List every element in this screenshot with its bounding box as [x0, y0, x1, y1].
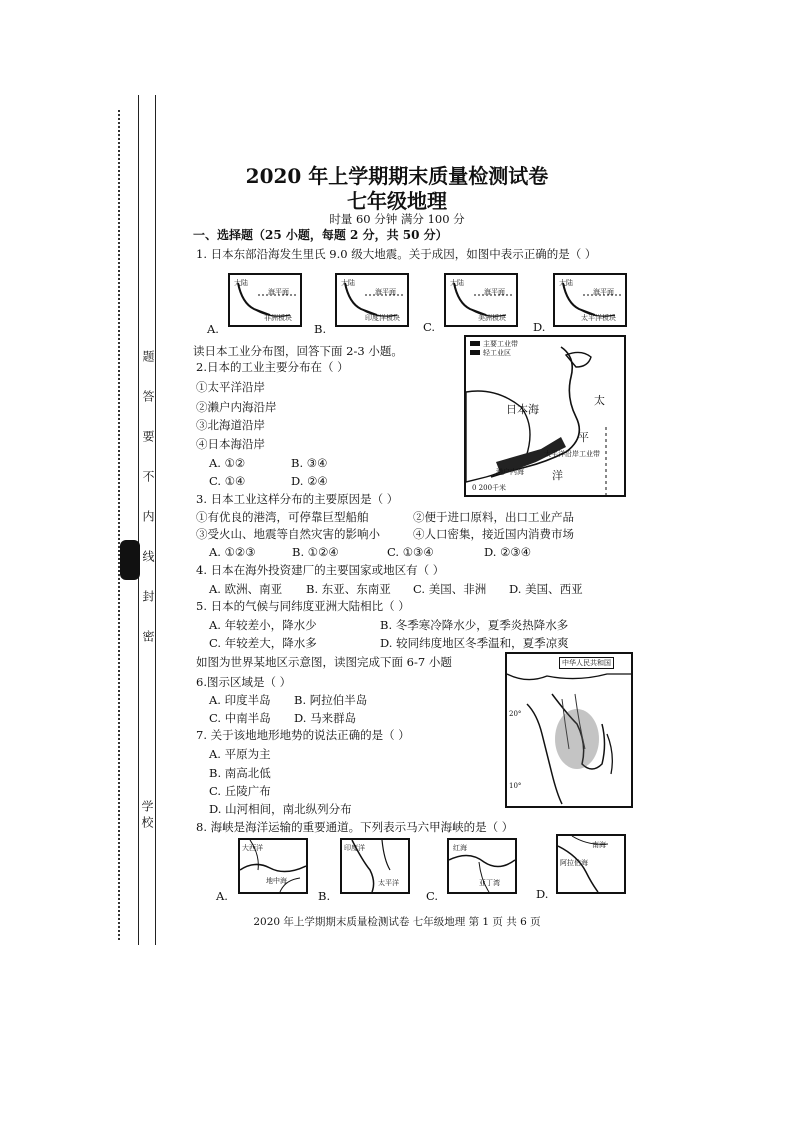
q2-option-b[interactable]: B. ③④: [291, 456, 328, 470]
region-intro: 如图为世界某地区示意图，读图完成下面 6-7 小题: [196, 655, 452, 669]
q3-item-4: ④人口密集，接近国内消费市场: [413, 527, 574, 541]
legend-main-belt: 主要工业带: [483, 340, 518, 348]
q3-option-b[interactable]: B. ①②④: [292, 545, 339, 559]
q3-option-a[interactable]: A. ①②③: [209, 545, 256, 559]
q5-option-b[interactable]: B. 冬季寒冷降水少，夏季炎热降水多: [380, 618, 569, 632]
q1a-plate: 非洲板块: [264, 314, 292, 322]
q1c-land: 大陆: [450, 279, 464, 287]
q8-map-c: [447, 838, 517, 894]
indochina-map-icon: [507, 654, 631, 806]
q8-map-d: [556, 834, 626, 894]
binding-mark: [120, 540, 140, 580]
page-footer: 2020 年上学期期末质量检测试卷 七年级地理 第 1 页 共 6 页: [253, 916, 541, 928]
q3-stem: 3. 日本工业这样分布的主要原因是（ ）: [196, 492, 399, 506]
japan-map: [464, 335, 626, 497]
q8c-label-2: 亚丁湾: [479, 879, 500, 887]
q2-item-2: ②濑户内海沿岸: [196, 400, 277, 414]
lat-10-label: 10°: [509, 782, 522, 790]
q6-stem: 6.图示区域是（ ）: [196, 675, 292, 689]
q8-option-a[interactable]: A.: [216, 889, 228, 903]
q7-option-a[interactable]: A. 平原为主: [209, 747, 271, 761]
q6-option-b[interactable]: B. 阿拉伯半岛: [294, 693, 368, 707]
q6-option-a[interactable]: A. 印度半岛: [209, 693, 271, 707]
q3-option-c[interactable]: C. ①③④: [387, 545, 434, 559]
q3-item-1: ①有优良的港湾，可停靠巨型船舶: [196, 510, 369, 524]
q8-option-b[interactable]: B.: [318, 889, 331, 903]
pacific-label-3: 洋: [552, 469, 563, 482]
q1d-plate: 太平洋板块: [581, 314, 616, 322]
region-map: [505, 652, 633, 808]
q8c-label-1: 红海: [453, 844, 467, 852]
q1-option-b[interactable]: B.: [314, 322, 327, 336]
q2-item-1: ①太平洋沿岸: [196, 380, 265, 394]
q1-map-c: [444, 273, 518, 327]
q5-stem: 5. 日本的气候与同纬度亚洲大陆相比（ ）: [196, 599, 410, 613]
q3-option-d[interactable]: D. ②③④: [484, 545, 532, 559]
school-label: 学校: [140, 800, 154, 832]
q1-option-d[interactable]: D.: [533, 320, 546, 334]
q7-stem: 7. 关于该地地形地势的说法正确的是（ ）: [196, 728, 410, 742]
q1d-sea: 海平面: [593, 288, 614, 296]
q1b-sea: 海平面: [375, 288, 396, 296]
q8-map-a: [238, 838, 308, 894]
q2-item-3: ③北海道沿岸: [196, 418, 265, 432]
japan-map-icon: [466, 337, 624, 495]
q6-option-d[interactable]: D. 马来群岛: [294, 711, 357, 725]
exam-title: 2020 年上学期期末质量检测试卷: [245, 164, 549, 188]
seal-line-text: 题答要不内线封密: [141, 350, 155, 670]
q2-item-4: ④日本海沿岸: [196, 437, 265, 451]
q2-option-a[interactable]: A. ①②: [209, 456, 246, 470]
q8b-label-2: 太平洋: [378, 879, 399, 887]
q5-option-c[interactable]: C. 年较差大，降水多: [209, 636, 317, 650]
q7-option-d[interactable]: D. 山河相间，南北纵列分布: [209, 802, 352, 816]
lat-20-label: 20°: [509, 710, 522, 718]
q7-option-b[interactable]: B. 南高北低: [209, 766, 271, 780]
section-heading: 一、选择题（25 小题，每题 2 分，共 50 分）: [193, 228, 448, 242]
q1c-plate: 美洲板块: [478, 314, 506, 322]
q5-option-d[interactable]: D. 较同纬度地区冬季温和，夏季凉爽: [380, 636, 569, 650]
legend-light-industry: 轻工业区: [483, 349, 511, 357]
scale-bar: 0 200千米: [472, 484, 507, 492]
q2-option-d[interactable]: D. ②④: [291, 474, 328, 488]
q2-stem: 2.日本的工业主要分布在（ ）: [196, 360, 349, 374]
q4-option-c[interactable]: C. 美国、非洲: [413, 582, 487, 596]
q1-option-c[interactable]: C.: [423, 320, 436, 334]
q3-item-2: ②便于进口原料，出口工业产品: [413, 510, 574, 524]
q1a-sea: 海平面: [268, 288, 289, 296]
china-label: 中华人民共和国: [559, 657, 614, 669]
q8d-label-2: 南海: [592, 841, 606, 849]
q1c-sea: 海平面: [484, 288, 505, 296]
legend-swatch-2: [470, 350, 480, 355]
q1d-land: 大陆: [559, 279, 573, 287]
q4-option-b[interactable]: B. 东亚、东南亚: [306, 582, 391, 596]
q1-option-a[interactable]: A.: [207, 322, 219, 336]
q8-stem: 8. 海峡是海洋运输的重要通道。下列表示马六甲海峡的是（ ）: [196, 820, 514, 834]
q1-stem: 1. 日本东部沿海发生里氏 9.0 级大地震。关于成因，如图中表示正确的是（ ）: [196, 247, 597, 261]
q6-option-c[interactable]: C. 中南半岛: [209, 711, 271, 725]
pacific-belt-label: 太平洋沿岸工业带: [544, 450, 600, 458]
q2-option-c[interactable]: C. ①④: [209, 474, 246, 488]
q8-option-c[interactable]: C.: [426, 889, 439, 903]
margin-dotted-line: [118, 110, 120, 940]
q7-option-c[interactable]: C. 丘陵广布: [209, 784, 271, 798]
q4-option-a[interactable]: A. 欧洲、南亚: [209, 582, 283, 596]
pacific-label-1: 太: [594, 394, 605, 407]
japan-intro: 读日本工业分布图，回答下面 2-3 小题。: [193, 344, 403, 358]
q1-map-b: [335, 273, 409, 327]
sea-of-japan-label: 日本海: [506, 403, 539, 416]
q4-option-d[interactable]: D. 美国、西亚: [509, 582, 583, 596]
q8a-label-2: 地中海: [266, 877, 287, 885]
q1-map-d: [553, 273, 627, 327]
q8d-label-1: 阿拉伯海: [560, 859, 588, 867]
q1b-land: 大陆: [341, 279, 355, 287]
q3-item-3: ③受火山、地震等自然灾害的影响小: [196, 527, 380, 541]
exam-meta: 时量 60 分钟 满分 100 分: [329, 212, 465, 226]
q5-option-a[interactable]: A. 年较差小，降水少: [209, 618, 317, 632]
q8b-label-1: 印度洋: [344, 844, 365, 852]
legend-swatch-1: [470, 341, 480, 346]
q8-map-b: [340, 838, 410, 894]
q1b-plate: 印度洋板块: [365, 314, 400, 322]
pacific-label-2: 平: [578, 431, 589, 444]
q8a-label-1: 大西洋: [242, 844, 263, 852]
q4-stem: 4. 日本在海外投资建厂的主要国家或地区有（ ）: [196, 563, 445, 577]
q1-map-a: [228, 273, 302, 327]
inland-sea-label: 濑户内海: [496, 468, 524, 476]
q1a-land: 大陆: [234, 279, 248, 287]
exam-subject: 七年级地理: [347, 189, 447, 213]
q8-option-d[interactable]: D.: [536, 887, 549, 901]
